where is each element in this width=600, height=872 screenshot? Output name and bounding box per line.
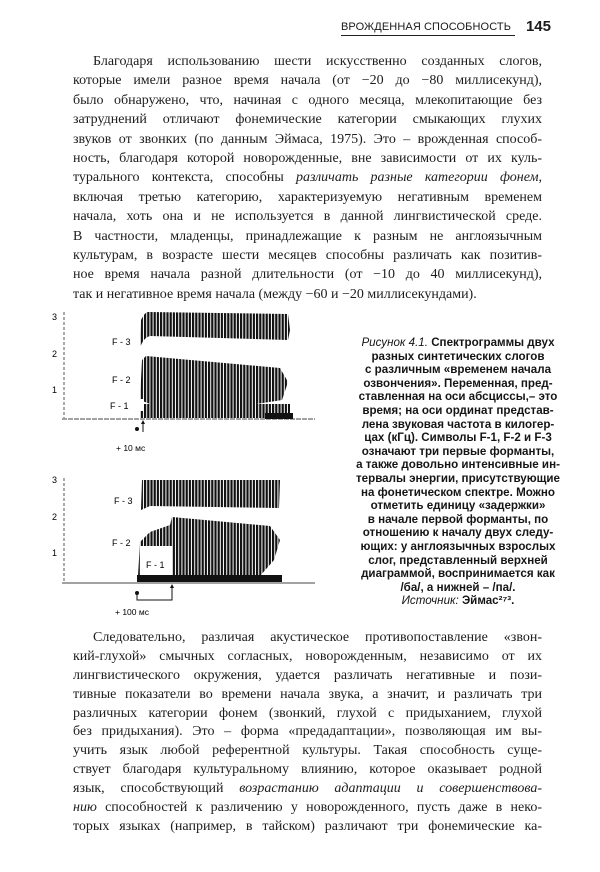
text-line	[73, 71, 542, 90]
formant-label: F - 3	[114, 496, 133, 506]
text-segment: время; на оси ординат представ-	[362, 403, 554, 417]
text-segment: кий-глухой» смычных согласных, новорожденным, независимо от их	[73, 648, 542, 664]
caption-line	[333, 567, 583, 581]
y-tick: 2	[52, 349, 58, 359]
caption-line	[333, 581, 583, 595]
text-segment: способностей к различению у новорожденного, пусть даже в неко-	[96, 800, 542, 816]
text-segment: отметить единицу «задержки»	[370, 499, 546, 513]
caption-line	[333, 526, 583, 540]
page-number: 145	[525, 18, 551, 35]
text-segment: начала, хоть она и не используется в данной лингвистической среде.	[73, 209, 542, 225]
formant-label: F - 1	[110, 401, 129, 411]
text-segment: Следовательно, различая акустическое противопоставление «звон-	[93, 630, 542, 645]
paragraph-2	[73, 629, 542, 837]
text-segment: без придыхания). Это – форма «предадаптации», позволяющая им вы-	[73, 724, 542, 740]
caption-line	[333, 499, 583, 513]
y-tick: 3	[52, 312, 58, 322]
text-line	[73, 667, 542, 686]
formant-label: F - 1	[146, 560, 165, 570]
caption-line	[333, 431, 583, 445]
italic-text: Источник:	[401, 594, 462, 608]
caption-line	[333, 377, 583, 391]
text-segment: звуков от звонких (по данным Эймаса, 1975). Это – врожденная способ-	[73, 131, 542, 147]
caption-line	[333, 554, 583, 568]
text-segment: диаграммой, воспринимается как	[361, 567, 555, 581]
text-segment: лена звуковая частота в килогер-	[361, 417, 555, 431]
y-tick: 1	[52, 548, 58, 558]
text-line	[73, 188, 542, 207]
y-tick: 3	[52, 475, 58, 485]
text-segment: лингвистического окружения, удается различать негативные и пози-	[73, 667, 542, 683]
caption-line	[333, 418, 583, 432]
text-segment: цах (кГц). Символы F-1, F-2 и F-3	[364, 431, 552, 445]
spectrogram-top	[52, 312, 315, 453]
caption-line	[333, 486, 583, 500]
text-segment: культурам, в возрасте шести месяцев способны различать как позитив-	[73, 247, 542, 263]
text-line	[73, 799, 542, 818]
text-segment: различных категории фонем (звонкий, глухой с придыханием, глухой	[73, 705, 542, 721]
caption-line	[333, 336, 583, 350]
text-segment: с различным «временем начала	[364, 363, 552, 377]
formant-f2-band	[140, 356, 288, 405]
text-segment: турального контекста, способны	[73, 170, 296, 186]
text-segment: ствует благодаря культуральному влиянию, которое оказывает родной	[73, 762, 542, 778]
caption-line	[333, 540, 583, 554]
running-header	[337, 18, 551, 38]
text-segment: язык, способствующий	[73, 781, 240, 797]
text-segment: /ба/, а нижней – /па/.	[400, 580, 516, 594]
text-line	[73, 705, 542, 724]
delay-label: + 10 мс	[116, 443, 146, 453]
text-segment: в начале первой форманты, по	[367, 512, 549, 526]
text-line	[73, 648, 542, 667]
text-segment: Спектрограммы двух	[431, 336, 555, 349]
formant-f3-band	[140, 312, 290, 348]
text-segment: Благодаря использованию шести искусственно созданных слогов,	[93, 54, 542, 69]
text-segment: ющих: у англоязычных взрослых	[360, 539, 556, 553]
caption-line	[333, 445, 583, 459]
text-segment: ставленная на оси абсциссы,– это	[358, 390, 558, 404]
formant-label: F - 3	[112, 337, 131, 347]
paragraph-1	[73, 52, 542, 304]
text-line	[73, 818, 542, 837]
text-segment: ное время начала разной длительности (от −10 до 40 миллисекунд),	[73, 267, 542, 283]
text-segment: учить язык любой референтной культуры. Такая способность суще-	[73, 743, 542, 759]
text-segment: ,	[538, 170, 542, 186]
caption-line	[333, 350, 583, 364]
text-segment: а также довольно интенсивные ин-	[356, 458, 560, 472]
italic-text: возрастанию адаптации и совершенствова-	[239, 781, 542, 797]
y-tick: 1	[52, 385, 58, 395]
text-line	[73, 742, 542, 761]
text-line	[73, 52, 542, 71]
text-segment: ность, благодаря которой новорожденные, вне зависимости от их куль-	[73, 150, 542, 166]
text-segment: разных синтетических слогов	[371, 349, 545, 363]
caption-line	[333, 390, 583, 404]
text-segment: В частности, младенцы, принадлежащие к разным не англоязычным	[73, 228, 542, 244]
running-title: ВРОЖДЕННАЯ СПОСОБНОСТЬ	[341, 21, 515, 36]
text-line	[73, 227, 542, 246]
italic-text: различать разные категории фонем	[295, 170, 539, 186]
formant-label: F - 2	[112, 538, 131, 548]
text-segment: озвончения». Переменная, пред-	[363, 376, 553, 390]
text-line	[73, 265, 542, 284]
text-segment: включая третью категорию, характеризуемую негативным временем	[73, 189, 542, 205]
text-segment: так и негативное время начала (между −60 и −20 миллисекундами).	[73, 286, 477, 302]
text-line	[73, 246, 542, 265]
text-segment: на фонетическом спектре. Можно	[361, 485, 555, 499]
text-line	[73, 686, 542, 705]
formant-f3-band	[141, 480, 280, 510]
caption-line	[333, 513, 583, 527]
delay-label: + 100 мс	[115, 607, 149, 617]
y-tick: 2	[52, 512, 58, 522]
text-line	[73, 207, 542, 226]
text-segment: слог, представленный верхней	[368, 553, 548, 567]
text-segment: затруднений отличают фонемические категории смыкающих глухих	[73, 112, 542, 128]
italic-text: Рисунок 4.1.	[361, 336, 432, 349]
text-line	[73, 723, 542, 742]
caption-line	[333, 594, 583, 608]
text-line	[73, 149, 542, 168]
text-segment: тивные показатели во времени начала звука, а значит, и различать три	[73, 686, 542, 702]
text-line	[73, 110, 542, 129]
text-segment: означают три первые форманты,	[361, 444, 555, 458]
text-segment: отношению к началу двух следу-	[362, 526, 554, 540]
text-line	[73, 130, 542, 149]
spectrogram-bottom	[52, 475, 315, 617]
text-segment: торых языках (например, в тайском) различают три фонемические ка-	[73, 818, 542, 834]
text-line	[73, 91, 542, 110]
text-segment: было обнаружено, что, начиная с одного месяца, млекопитающие без	[73, 92, 542, 108]
text-line	[73, 629, 542, 648]
figure-caption	[333, 336, 583, 608]
text-line	[73, 761, 542, 780]
spectrogram-figure	[0, 300, 330, 620]
onset-dot	[135, 427, 139, 431]
text-line	[73, 168, 542, 187]
formant-label: F - 2	[112, 375, 131, 385]
text-line	[73, 780, 542, 799]
text-segment: Эймас²⁷³.	[461, 594, 515, 608]
formant-f1-band	[137, 575, 282, 582]
italic-text: нию	[73, 800, 97, 816]
text-segment: тервалы энергии, присутствующие	[355, 471, 561, 485]
caption-line	[333, 472, 583, 486]
text-segment: которые имели разное время начала (от −20 до −80 миллисекунд),	[73, 73, 542, 89]
caption-line	[333, 458, 583, 472]
caption-line	[333, 404, 583, 418]
caption-line	[333, 363, 583, 377]
